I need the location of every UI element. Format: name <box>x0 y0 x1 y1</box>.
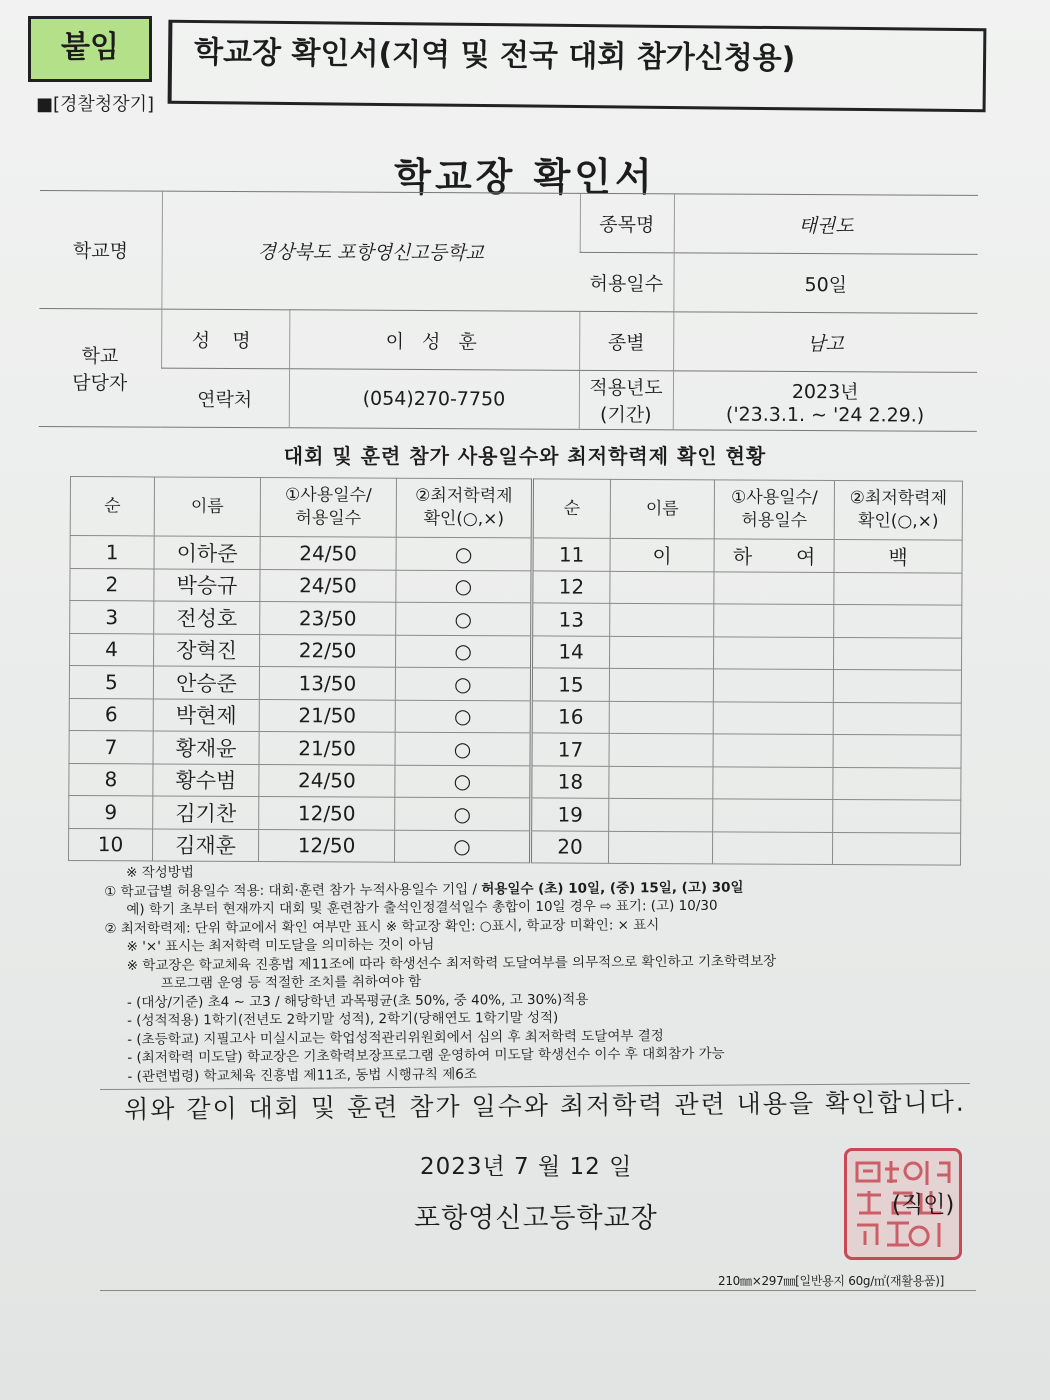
row-name: 전성호 <box>154 601 260 634</box>
row-days-right <box>714 539 834 572</box>
row-name-right <box>609 798 713 831</box>
row-no-right: 12 <box>532 570 610 603</box>
notes-line-2: 예) 학기 초부터 현재까지 대회 및 훈련참가 출석인정결석일수 총합이 10일 경우 ⇨ 표기: (고) 10/30 <box>126 897 718 918</box>
row-days-right <box>713 669 833 702</box>
row-no: 8 <box>69 763 153 796</box>
row-name: 박현제 <box>153 698 259 731</box>
col-check-line1: ②최저학력제 <box>415 485 513 507</box>
row-name-right <box>609 733 713 766</box>
row-check-right <box>833 767 961 800</box>
row-no: 1 <box>70 536 154 569</box>
school-name-label: 학교명 <box>39 191 162 310</box>
row-check: ○ <box>396 635 532 668</box>
row-check-right <box>833 637 961 670</box>
row-check: ○ <box>395 700 531 733</box>
manager-label <box>39 308 162 427</box>
row-no-right: 18 <box>531 765 609 798</box>
row-name-right <box>609 701 713 734</box>
seal-label: (직인) <box>892 1192 955 1218</box>
row-name-right: 이 <box>610 538 714 571</box>
row-days-right <box>713 766 833 799</box>
notes-line-8: - (성적적용) 1학기(전년도 2학기말 성적), 2학기(당해연도 1학기말 성적) <box>127 1009 559 1029</box>
table-row <box>69 763 961 800</box>
row-check: ○ <box>396 602 532 635</box>
row-check: ○ <box>395 667 531 700</box>
contact-label: 연락처 <box>161 368 289 428</box>
manager-label-line2: 담당자 <box>72 371 128 394</box>
roster-header-row <box>70 477 962 541</box>
col-days-right <box>714 480 834 540</box>
division-label: 종별 <box>579 311 673 370</box>
notes-line-3: ② 최저학력제: 단위 학교에서 확인 여부만 표시 ※ 학교장 확인: ○표시, 학교장 미확인: × 표시 <box>104 916 660 937</box>
col-days <box>260 477 396 537</box>
row-check-right: 백 <box>834 540 962 573</box>
table-row <box>69 730 961 767</box>
table-row <box>70 601 962 638</box>
source-note: ■[경찰청장기] <box>36 94 154 115</box>
division-value: 남고 <box>673 312 977 373</box>
year-text: 2023년 <box>791 380 859 403</box>
row-days: 24/50 <box>260 536 396 569</box>
col-no: 순 <box>70 477 154 536</box>
row-days-right <box>713 636 833 669</box>
row-no: 10 <box>68 828 152 861</box>
row-no: 2 <box>70 568 154 601</box>
row-check: ○ <box>395 732 531 765</box>
col-days-line1: ①사용일수/ <box>285 485 372 506</box>
row-days: 13/50 <box>259 666 395 699</box>
row-no: 7 <box>69 730 153 763</box>
year-label-line2: (기간) <box>600 403 652 427</box>
row-no-right: 14 <box>532 635 610 668</box>
table-row <box>70 633 962 670</box>
row-days-right-b: 여 <box>796 545 816 570</box>
row-name-right <box>610 571 714 604</box>
section-title: 대회 및 훈련 참가 사용일수와 최저학력제 확인 현황 <box>283 444 767 468</box>
sport-value: 태권도 <box>674 194 978 255</box>
info-table <box>39 190 978 432</box>
row-no-right: 15 <box>531 668 609 701</box>
bottom-divider <box>100 1290 976 1291</box>
table-row <box>69 795 961 832</box>
notes-line-9: - (초등학교) 지필고사 미실시교는 학업성적관리위원회에서 심의 후 최저학력 도달여부 결정 <box>127 1027 664 1048</box>
row-no: 9 <box>69 795 153 828</box>
manager-name-value: 이 성 훈 <box>289 310 579 371</box>
row-days-right <box>713 799 833 832</box>
row-name: 장혁진 <box>154 633 260 666</box>
school-name-value: 경상북도 포항영신고등학교 <box>161 191 580 311</box>
notes-line-6: 프로그램 운영 등 적절한 조치를 취하여야 함 <box>160 973 422 992</box>
row-check: ○ <box>396 570 532 603</box>
writing-instructions <box>104 858 986 1086</box>
table-row <box>69 698 961 735</box>
row-no-right: 16 <box>531 700 609 733</box>
col-check-right-line1: ②최저학력제 <box>849 488 948 509</box>
notes-line-11: - (관련법령) 학교체육 진흥법 제11조, 동법 시행규칙 제6조 <box>127 1065 477 1085</box>
notes-line-4: ※ '×' 표시는 최저학력 미도달을 의미하는 것이 아님 <box>126 936 435 955</box>
confirmation-statement: 위와 같이 대회 및 훈련 참가 일수와 최저학력 관련 내용을 확인합니다. <box>124 1087 966 1124</box>
row-name-right <box>609 668 713 701</box>
row-days: 12/50 <box>259 796 395 829</box>
notes-heading: ※ 작성방법 <box>126 864 194 881</box>
col-days-line2: 허용일수 <box>295 508 362 529</box>
row-days: 23/50 <box>260 601 396 634</box>
allowed-days-value: 50일 <box>673 253 977 314</box>
row-name: 이하준 <box>154 536 260 569</box>
row-check-right <box>833 670 961 703</box>
sport-label: 종목명 <box>580 193 674 252</box>
row-days-right <box>713 701 833 734</box>
col-name-right: 이름 <box>610 479 714 539</box>
row-days: 24/50 <box>259 764 395 797</box>
notes-line-7: - (대상/기준) 초4 ~ 고3 / 해당학년 과목평균(초 50%, 중 40%, 고 30%)적용 <box>126 991 589 1011</box>
row-no-right: 19 <box>531 798 609 831</box>
row-no-right: 11 <box>532 538 610 571</box>
name-label: 성 명 <box>161 309 289 369</box>
row-name: 김재훈 <box>152 828 258 861</box>
year-label-line1: 적용년도 <box>589 376 663 400</box>
row-name-right <box>610 603 714 636</box>
row-days-right <box>713 734 833 767</box>
manager-label-line1: 학교 <box>81 344 119 367</box>
row-days: 24/50 <box>260 569 396 602</box>
row-name: 박승규 <box>154 568 260 601</box>
notes-line-1b: 허용일수 (초) 10일, (중) 15일, (고) 30일 <box>481 879 744 897</box>
col-check-line2: 확인(○,×) <box>423 508 505 530</box>
row-check: ○ <box>394 830 530 863</box>
row-check-right <box>834 605 962 638</box>
col-check-right-line2: 확인(○,×) <box>857 511 939 532</box>
header-title: 학교장 확인서(지역 및 전국 대회 참가신청용) <box>168 20 987 113</box>
col-days-right-line2: 허용일수 <box>741 510 808 531</box>
col-name: 이름 <box>154 477 260 537</box>
row-no: 4 <box>70 633 154 666</box>
row-name: 황수범 <box>153 763 259 796</box>
row-days: 21/50 <box>259 699 395 732</box>
row-no-right: 13 <box>532 603 610 636</box>
row-days: 12/50 <box>258 829 394 862</box>
row-no: 6 <box>69 698 153 731</box>
row-check-right <box>833 799 961 832</box>
row-days-right <box>714 571 834 604</box>
row-check: ○ <box>395 765 531 798</box>
document-title: 학교장 확인서 <box>394 155 656 199</box>
year-label <box>579 370 673 429</box>
row-check-right <box>833 734 961 767</box>
row-check: ○ <box>396 537 532 570</box>
year-value <box>673 371 977 432</box>
row-check-right <box>833 702 961 735</box>
row-no-right: 20 <box>530 830 608 863</box>
row-name-right <box>610 636 714 669</box>
row-no: 3 <box>70 601 154 634</box>
notes-line-5: ※ 학교장은 학교체육 진흥법 제11조에 따라 학생선수 최저학력 도달여부를 의무적으로 확인하고 기초학력보장 <box>126 952 777 974</box>
row-name-right <box>609 766 713 799</box>
notes-line-10: - (최저학력 미도달) 학교장은 기초학력보장프로그램 운영하여 미도달 학생선수 이수 후 대회참가 가능 <box>127 1045 725 1066</box>
row-days: 22/50 <box>260 634 396 667</box>
col-days-right-line1: ①사용일수/ <box>731 487 818 508</box>
attachment-tag: 붙임 <box>28 16 152 82</box>
row-check-right <box>834 572 962 605</box>
col-check <box>396 478 532 538</box>
table-row <box>69 666 961 703</box>
table-row <box>70 536 962 573</box>
row-days-right <box>714 604 834 637</box>
row-name: 김기찬 <box>153 796 259 829</box>
col-no-right: 순 <box>532 479 610 538</box>
col-check-right <box>834 481 962 541</box>
period-text: ('23.3.1. ~ '24 2.29.) <box>725 403 925 427</box>
row-no: 5 <box>69 666 153 699</box>
row-check: ○ <box>395 797 531 830</box>
issue-date: 2023년 7 월 12 일 <box>420 1154 633 1180</box>
row-days-right-a: 하 <box>732 544 753 569</box>
row-days: 21/50 <box>259 731 395 764</box>
row-name: 안승준 <box>153 666 259 699</box>
contact-value: (054)270-7750 <box>289 369 579 430</box>
table-row <box>70 568 962 605</box>
notes-line-1a: ① 학교급별 허용일수 적용: 대회·훈련 참가 누적사용일수 기입 / <box>104 880 482 900</box>
signer-name: 포항영신고등학교장 <box>414 1203 658 1234</box>
row-name: 황재윤 <box>153 731 259 764</box>
row-no-right: 17 <box>531 733 609 766</box>
roster-table <box>68 476 963 866</box>
paper-spec: 210㎜×297㎜[일반용지 60g/㎡(재활용품)] <box>718 1274 944 1288</box>
allowed-days-label: 허용일수 <box>579 252 673 311</box>
